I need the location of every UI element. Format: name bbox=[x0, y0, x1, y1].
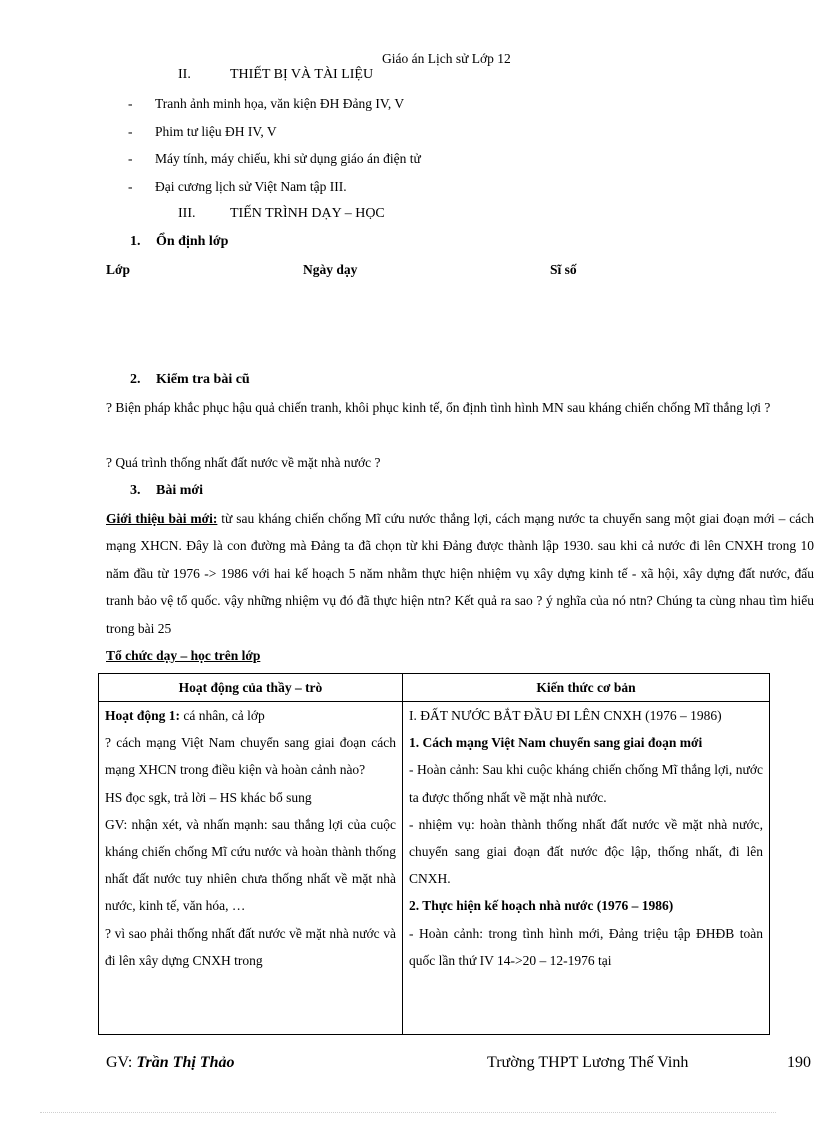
activity-question: ? vì sao phải thống nhất đất nước về mặt nhà nước và đi lên xây dựng CNXH trong bbox=[105, 925, 396, 968]
footer-teacher-label: GV: bbox=[106, 1054, 137, 1071]
attendance-column-label: Sĩ số bbox=[550, 262, 577, 277]
review-question: ? Quá trình thống nhất đất nước về mặt nhà nước ? bbox=[106, 455, 381, 470]
section-title: THIẾT BỊ VÀ TÀI LIỆU bbox=[230, 67, 374, 82]
section-title: TIẾN TRÌNH DẠY – HỌC bbox=[230, 206, 385, 221]
list-item bbox=[128, 179, 347, 195]
knowledge-subheading: 1. Cách mạng Việt Nam chuyển sang giai đoạn mới bbox=[409, 735, 703, 751]
page-number: 190 bbox=[787, 1054, 811, 1071]
activity-question: ? cách mạng Việt Nam chuyển sang giai đoạn cách mạng XHCN trong điều kiện và hoàn cảnh nào? bbox=[105, 735, 396, 778]
step-heading-class bbox=[130, 234, 228, 250]
knowledge-heading: I. ĐẤT NƯỚC BẮT ĐẦU ĐI LÊN CNXH (1976 – 1986) bbox=[409, 708, 722, 723]
date-column-label: Ngày dạy bbox=[303, 262, 358, 277]
table-header-row bbox=[99, 674, 770, 702]
table-header-knowledge: Kiến thức cơ bản bbox=[403, 674, 770, 702]
activities-cell bbox=[99, 702, 403, 1035]
footer-divider bbox=[40, 1112, 776, 1113]
bullet-dash: - bbox=[128, 151, 133, 166]
list-item-text: Đại cương lịch sử Việt Nam tập III. bbox=[155, 179, 347, 194]
table-header-activities: Hoạt động của thầy – trò bbox=[99, 674, 403, 702]
activity-text: cá nhân, cả lớp bbox=[180, 708, 265, 723]
list-item-text: Tranh ảnh minh họa, văn kiện ĐH Đảng IV, V bbox=[155, 96, 405, 111]
step-title: Ổn định lớp bbox=[156, 234, 229, 249]
intro-text: từ sau kháng chiến chống Mĩ cứu nước thắng lợi, cách mạng nước ta chuyển sang một giai đoạn mới – cách mạng XHCN. Đây là con đường mà Đảng ta đã chọn từ khi Đảng được thành lập 1930. sau khi cả nước đi lên CNXH trong 10 năm đầu từ 1976 -> 1986 với hai kế hoạch 5 năm nhằm thực hiện nhiệm vụ xây dựng kinh tế - xã hội, xây dựng đất nước, đấu tranh bảo vệ tổ quốc. vậy những nhiệm vụ đó đã thực hiện ntn? Kết quả ra sao ? ý nghĩa của nó ntn? Chúng ta cùng nhau tìm hiểu trong bài 25 bbox=[106, 511, 814, 636]
section-heading-process bbox=[178, 206, 385, 222]
bullet-dash: - bbox=[128, 124, 133, 139]
list-item bbox=[128, 124, 277, 140]
step-heading-review bbox=[130, 372, 250, 388]
step-number: 3. bbox=[130, 483, 141, 498]
step-title: Kiểm tra bài cũ bbox=[156, 372, 250, 387]
knowledge-cell bbox=[403, 702, 770, 1035]
knowledge-text: - nhiệm vụ: hoàn thành thống nhất đất nước về mặt nhà nước, chuyển sang giai đoạn đất nước độc lập, thống nhất, đi lên CNXH. bbox=[409, 816, 763, 887]
activity-teacher: GV: nhận xét, và nhấn mạnh: sau thắng lợi của cuộc kháng chiến chống Mĩ cứu nước và hoàn thành thống nhất đất nước tuy nhiên chưa thống nhất về mặt nhà nước, kinh tế, văn hóa, … bbox=[105, 816, 396, 914]
activity-student: HS đọc sgk, trả lời – HS khác bổ sung bbox=[105, 789, 312, 805]
section-heading-materials bbox=[178, 67, 373, 83]
section-number: III. bbox=[178, 206, 196, 221]
step-title: Bài mới bbox=[156, 483, 204, 498]
lesson-plan-table bbox=[98, 673, 770, 1035]
section-number: II. bbox=[178, 67, 191, 82]
knowledge-text: - Hoàn cảnh: Sau khi cuộc kháng chiến chống Mĩ thắng lợi, nước ta được thống nhất về mặt nhà nước. bbox=[409, 762, 763, 805]
step-number: 2. bbox=[130, 372, 141, 387]
list-item bbox=[128, 96, 404, 112]
intro-label: Giới thiệu bài mới: bbox=[106, 511, 218, 526]
table-row bbox=[99, 702, 770, 1035]
activity-label: Hoạt động 1: bbox=[105, 708, 181, 723]
page-header: Giáo án Lịch sử Lớp 12 bbox=[382, 51, 511, 66]
bullet-dash: - bbox=[128, 179, 133, 194]
class-column-label: Lớp bbox=[106, 262, 130, 277]
footer-teacher bbox=[106, 1054, 234, 1072]
lesson-introduction bbox=[106, 505, 814, 642]
organize-title: Tổ chức dạy – học trên lớp bbox=[106, 648, 261, 663]
activity-heading bbox=[105, 702, 396, 729]
bullet-dash: - bbox=[128, 96, 133, 111]
step-heading-new-lesson bbox=[130, 483, 203, 499]
knowledge-text: - Hoàn cảnh: trong tình hình mới, Đảng triệu tập ĐHĐB toàn quốc lần thứ IV 14->20 – 12-1976 tại bbox=[409, 925, 763, 968]
knowledge-subheading: 2. Thực hiện kế hoạch nhà nước (1976 – 1986) bbox=[409, 898, 674, 914]
step-number: 1. bbox=[130, 234, 141, 249]
footer-teacher-name: Trần Thị Thảo bbox=[136, 1054, 235, 1071]
list-item-text: Phim tư liệu ĐH IV, V bbox=[155, 124, 277, 139]
list-item-text: Máy tính, máy chiếu, khi sử dụng giáo án điện tử bbox=[155, 151, 421, 166]
list-item bbox=[128, 151, 421, 167]
review-question: ? Biện pháp khắc phục hậu quả chiến tranh, khôi phục kinh tế, ổn định tình hình MN sau kháng chiến chống Mĩ thắng lợi ? bbox=[106, 400, 771, 415]
footer-school: Trường THPT Lương Thế Vinh bbox=[487, 1054, 689, 1071]
